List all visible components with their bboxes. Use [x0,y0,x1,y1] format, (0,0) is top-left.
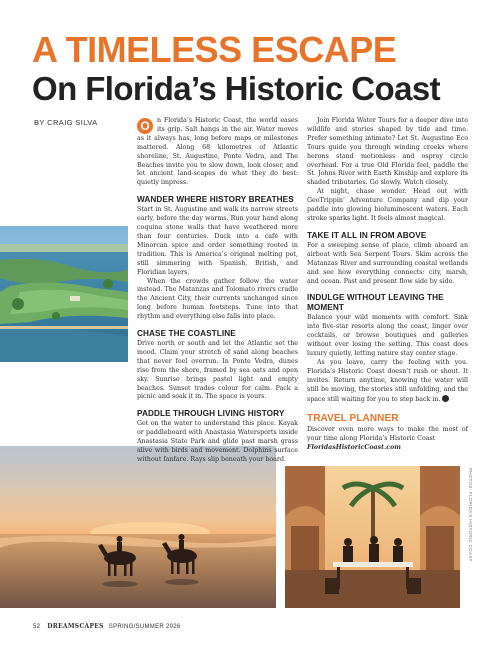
drop-cap: O [137,118,153,134]
photo-credit-text: PHOTOS: FLORIDA’S HISTORIC COAST [468,468,473,562]
horseback-beach-sunset-photo [0,446,276,608]
headline-line-2: On Florida’s Historic Coast [32,70,440,107]
section-heading-paddle: PADDLE THROUGH LIVING HISTORY [137,409,285,419]
section-heading-above: TAKE IT ALL IN FROM ABOVE [307,230,427,240]
section-heading-wander: WANDER WHERE HISTORY BREATHES [137,195,294,205]
paragraph: At night, chase wonder. Head out with GeoTrippin’ Adventure Company and dip your paddle into glowing bioluminescent waters. Each stroke sparks light. It feels almost magical. [307,188,468,222]
headline-line-1: A TIMELESS ESCAPE [32,29,397,70]
travel-planner-heading: TRAVEL PLANNER [307,413,399,425]
closing-paragraph: As you leave, carry the feeling with you. Florida’s Historic Coast doesn’t rush or shout. It invites. Return anytime, knowing the water will still be moving, the stories still unfolding, and the space still waiting for you to step back in. [307,358,468,403]
byline: BY CRAIG SILVA [34,118,98,127]
paragraph: Start in St. Augustine and walk its narrow streets early, before the day warms. Run your hand along coquina stone walls that have weathered more than four centuries. Duck into a café with Minorcan spice and order something rooted in tradition. This is America’s original melting pot, still simmering with Spanish, British, and Floridian layers. [137,206,298,276]
magazine-name: DREAMSCAPES [47,623,104,630]
courtyard-dining-photo [285,466,460,608]
paragraph: Join Florida Water Tours for a deeper dive into wildlife and stories shaped by tide and time. Prefer something intimate? Let St. Augustine Eco Tours guide you through winding creeks where herons stand motionless and osprey circle overhead. For a true Old Florida feel, paddle the St. Johns River with Earth Kinship and explore its shaded tributaries. Go slowly. Watch closely. [307,117,468,187]
photo-credit [466,468,474,608]
article-column-1 [137,117,298,465]
paragraph: Balance your wild moments with comfort. Sink into five-star resorts along the coast, linger over cocktails, or browse boutiques and galleries without ever losing the setting. This coast does luxury quietly, letting nature stay center stage. [307,314,468,358]
section-heading-indulge: INDULGE WITHOUT LEAVING THE MOMENT [307,293,444,313]
intro-paragraph: n Florida’s Historic Coast, the world eases its grip. Salt hangs in the air. Water moves as it always has, long before maps or milestones mattered. Along 68 kilometres of Atlantic shoreline, St. Augustine, Ponte Vedra, and The Beaches invite you to slow down, look closer, and let ancient land-scapes do what they do best: quietly impress. [137,117,298,187]
paragraph: When the crowds gather follow the water instead. The Matanzas and Tolomato rivers cradle the Ancient City, their currents unchanged since long before human footsteps. Tune into that rhythm and everything else falls into place. [137,277,298,321]
paragraph: Get on the water to understand this place. Kayak or paddleboard with Anastasia Watersports inside Anastasia State Park and glide past marsh grass alive with birds and movement. Dolphins surface without fanfare. Rays slip beneath your board. [137,420,298,463]
page-number: 52 [33,624,41,630]
travel-planner-link[interactable]: FloridasHistoricCoast.com [307,444,401,452]
end-mark-icon [442,395,449,402]
page-footer [33,623,181,630]
article-column-2 [307,117,468,453]
paragraph: Drive north or south and let the Atlantic set the mood. Claim your stretch of sand along beaches that never feel overrun. In Ponte Vedra, dunes rise from the shore, framed by sea oats and open sky. Sunrise brings pastel light and empty beaches. Sunset trades colour for calm. Pack a picnic and soak it in. The space is yours. [137,340,298,401]
issue-label: SPRING/SUMMER 2026 [108,624,181,630]
paragraph: For a sweeping sense of place, climb aboard an airboat with Sea Serpent Tours. Skim across the Matanzas River and surrounding coastal wetlands and see how everything connects: city, marsh, and ocean. Past and present flow side by side. [307,241,468,285]
coastal-golf-aerial-photo [0,226,128,362]
section-heading-coastline: CHASE THE COASTLINE [137,329,236,339]
travel-planner-text: Discover even more ways to make the most of your time along Florida’s Historic Coast [307,426,468,443]
